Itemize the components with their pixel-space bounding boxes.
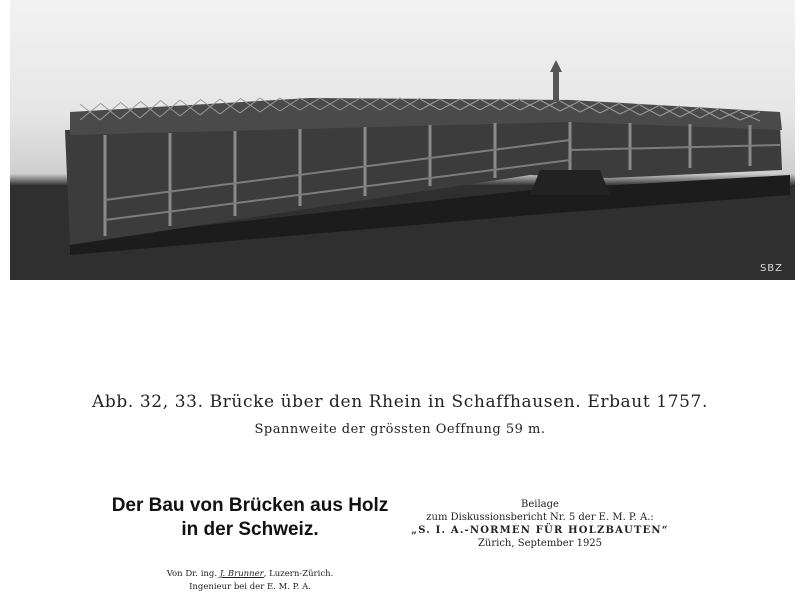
watermark: SBZ	[759, 263, 783, 274]
supplement-line1: Beilage	[521, 499, 559, 510]
author-role: Ingenieur bei der E. M. P. A.	[189, 582, 311, 592]
article-title-line1: Der Bau von Brücken aus Holz	[111, 495, 389, 516]
figure-subcaption: Spannweite der grössten Oeffnung 59 m.	[254, 422, 546, 437]
article-title-line2: in der Schweiz.	[181, 519, 319, 540]
author-suffix: , Luzern-Zürich.	[263, 569, 334, 579]
author-name: J. Brunner	[219, 569, 264, 579]
supplement-norm-title: „S. I. A.-NORMEN FÜR HOLZBAUTEN“	[411, 525, 669, 536]
supplement-date: Zürich, September 1925	[477, 538, 603, 549]
supplement-line2: zum Diskussionsbericht Nr. 5 der E. M. P. A.:	[426, 512, 654, 523]
author-prefix: Von Dr. ing.	[166, 569, 220, 579]
article-title	[95, 494, 405, 542]
bridge-photo	[10, 0, 795, 280]
author-line	[95, 568, 405, 581]
author-block	[95, 568, 405, 594]
bridge-model-drawing	[10, 0, 795, 280]
figure-caption: Abb. 32, 33. Brücke über den Rhein in Schaffhausen. Erbaut 1757.	[92, 392, 708, 412]
supplement-note	[385, 498, 695, 550]
